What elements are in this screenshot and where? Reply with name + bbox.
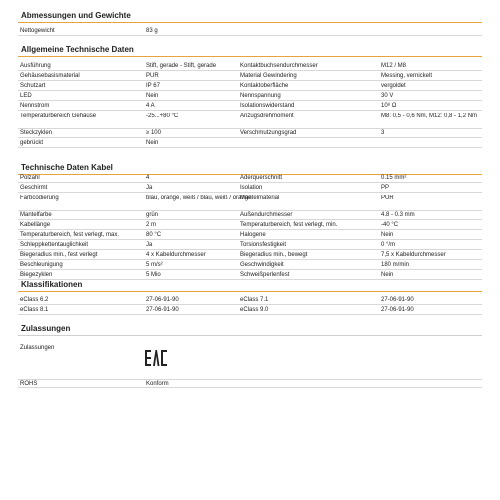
row-label: Temperaturbereich, fest verlegt, max. bbox=[20, 232, 120, 238]
row-label-right: Nennspannung bbox=[240, 93, 281, 99]
row-label: Schutzart bbox=[20, 83, 46, 89]
row-label: Temperaturbereich Gehäuse bbox=[20, 113, 97, 119]
section-classifications-title: Klassifikationen bbox=[18, 277, 482, 292]
row-label-right: Torsionsfestigkeit bbox=[240, 242, 287, 248]
table-row bbox=[18, 82, 482, 91]
rohs-value: Konform bbox=[146, 381, 169, 387]
table-row bbox=[18, 174, 482, 183]
row-label-right: Schweißperlenfest bbox=[240, 272, 290, 278]
row-value: -25...+80 °C bbox=[146, 113, 179, 119]
row-value: ≥ 100 bbox=[146, 130, 161, 136]
row-value-right: 10⁸ Ω bbox=[381, 103, 397, 109]
row-value: Ja bbox=[146, 242, 153, 248]
row-value-right: Nein bbox=[381, 232, 394, 238]
section-general-title: Allgemeine Technische Daten bbox=[18, 42, 482, 57]
row-value: 2 m bbox=[146, 222, 157, 228]
table-row bbox=[18, 139, 482, 148]
row-label-right: Temperaturbereich, fest verlegt, min. bbox=[240, 222, 338, 228]
row-label-right: Kontaktoberfläche bbox=[240, 83, 289, 89]
row-value: 4 A bbox=[146, 103, 155, 109]
table-row bbox=[18, 184, 482, 193]
row-value: Ja bbox=[146, 185, 153, 191]
section-approvals-title: Zulassungen bbox=[18, 321, 482, 336]
rohs-label: ROHS bbox=[20, 381, 38, 387]
row-label-right: Material Gewindering bbox=[240, 73, 297, 79]
row-value-right: vergoldet bbox=[381, 83, 406, 89]
table-row bbox=[18, 194, 482, 211]
row-value-right: PP bbox=[381, 185, 390, 191]
table-row bbox=[18, 62, 482, 71]
table-row bbox=[18, 241, 482, 250]
table-row bbox=[18, 112, 482, 129]
row-label: Nennstrom bbox=[20, 103, 50, 109]
row-label-right: Außendurchmesser bbox=[240, 212, 293, 218]
row-value: 27-06-91-90 bbox=[146, 307, 179, 313]
row-label-right: Mantelmaterial bbox=[240, 195, 280, 201]
row-label: Biegeradius min., fest verlegt bbox=[20, 252, 98, 258]
row-label: Polzahl bbox=[20, 175, 40, 181]
row-label: Farbcodierung bbox=[20, 195, 59, 201]
row-value-right: 3 bbox=[381, 130, 385, 136]
row-value-right: M12 / M8 bbox=[381, 63, 407, 69]
row-value: 80 °C bbox=[146, 232, 162, 238]
row-label: LED bbox=[20, 93, 32, 99]
row-value: 4 bbox=[146, 175, 150, 181]
row-value-right: 27-06-91-90 bbox=[381, 297, 414, 303]
row-value: blau, orange, weiß / blau, weiß / orange bbox=[146, 195, 252, 201]
row-value: 5 m/s² bbox=[146, 262, 163, 268]
row-value: grün bbox=[146, 212, 159, 218]
row-value: PUR bbox=[146, 73, 159, 79]
table-row bbox=[18, 271, 482, 280]
row-value-right: 7,5 x Kabeldurchmesser bbox=[381, 252, 446, 258]
row-value-right: 27-06-91-90 bbox=[381, 307, 414, 313]
table-row bbox=[18, 221, 482, 230]
approvals-label: Zulassungen bbox=[20, 345, 55, 351]
table-row bbox=[18, 261, 482, 270]
table-row bbox=[18, 231, 482, 240]
row-value-right: -40 °C bbox=[381, 222, 399, 228]
table-row bbox=[18, 102, 482, 111]
row-label: Kabellänge bbox=[20, 222, 51, 228]
table-row bbox=[18, 296, 482, 305]
row-label: Steckzyklen bbox=[20, 130, 53, 136]
row-value-right: 30 V bbox=[381, 93, 394, 99]
row-value-right: 0 °/m bbox=[381, 242, 396, 248]
row-value: IP 67 bbox=[146, 83, 160, 89]
table-row bbox=[18, 251, 482, 260]
row-value-right: 0.15 mm² bbox=[381, 175, 407, 181]
eac-mark-logo bbox=[145, 350, 167, 366]
row-label: Biegezyklen bbox=[20, 272, 53, 278]
row-value-right: 180 m/min bbox=[381, 262, 410, 268]
row-label-right: Aderquerschnitt bbox=[240, 175, 283, 181]
row-label-right: Anzugsdrehmoment bbox=[240, 113, 294, 119]
row-label-right: eClass 7.1 bbox=[240, 297, 269, 303]
weight-value: 83 g bbox=[146, 28, 158, 34]
row-value-right: PUR bbox=[381, 195, 394, 201]
section-dimensions-title: Abmessungen und Gewichte bbox=[18, 8, 482, 23]
row-value: 27-06-91-90 bbox=[146, 297, 179, 303]
row-value-right: Nein bbox=[381, 272, 394, 278]
row-value: Nein bbox=[146, 140, 159, 146]
row-label: eClass 6.2 bbox=[20, 297, 49, 303]
table-row bbox=[18, 72, 482, 81]
row-value-right: Messing, vernickelt bbox=[381, 73, 433, 79]
rohs-row bbox=[18, 379, 482, 388]
row-value: Stift, gerade - Stift, gerade bbox=[146, 63, 217, 69]
row-value: Nein bbox=[146, 93, 159, 99]
row-label: Gehäusebasismaterial bbox=[20, 73, 80, 79]
table-row bbox=[18, 129, 482, 138]
row-value-right: 4.8 - 0.3 mm bbox=[381, 212, 415, 218]
table-row bbox=[18, 211, 482, 220]
row-label-right: eClass 9.0 bbox=[240, 307, 269, 313]
row-label-right: Kontaktbuchsendurchmesser bbox=[240, 63, 318, 69]
row-label-right: Halogene bbox=[240, 232, 266, 238]
row-label-right: Geschwindigkeit bbox=[240, 262, 284, 268]
row-label-right: Isolationswiderstand bbox=[240, 103, 295, 109]
row-value: 4 x Kabeldurchmesser bbox=[146, 252, 206, 258]
row-label: eClass 8.1 bbox=[20, 307, 49, 313]
row-label-right: Biegeradius min., bewegt bbox=[240, 252, 308, 258]
table-row bbox=[18, 306, 482, 315]
section-cable-title: Technische Daten Kabel bbox=[18, 160, 482, 175]
row-value: 5 Mio bbox=[146, 272, 161, 278]
weight-label: Nettogewicht bbox=[20, 28, 55, 34]
table-row bbox=[18, 92, 482, 101]
row-label: Beschleunigung bbox=[20, 262, 63, 268]
row-value-right: M8: 0,5 - 0,6 Nm, M12: 0,8 - 1,2 Nm bbox=[381, 113, 478, 119]
weight-row bbox=[18, 27, 482, 36]
row-label: Mantelfarbe bbox=[20, 212, 52, 218]
row-label: gebrückt bbox=[20, 140, 44, 146]
row-label: Ausführung bbox=[20, 63, 51, 69]
row-label: Geschirmt bbox=[20, 185, 48, 191]
row-label-right: Isolation bbox=[240, 185, 263, 191]
row-label: Schleppkettentauglichkeit bbox=[20, 242, 89, 248]
row-label-right: Verschmutzungsgrad bbox=[240, 130, 297, 136]
